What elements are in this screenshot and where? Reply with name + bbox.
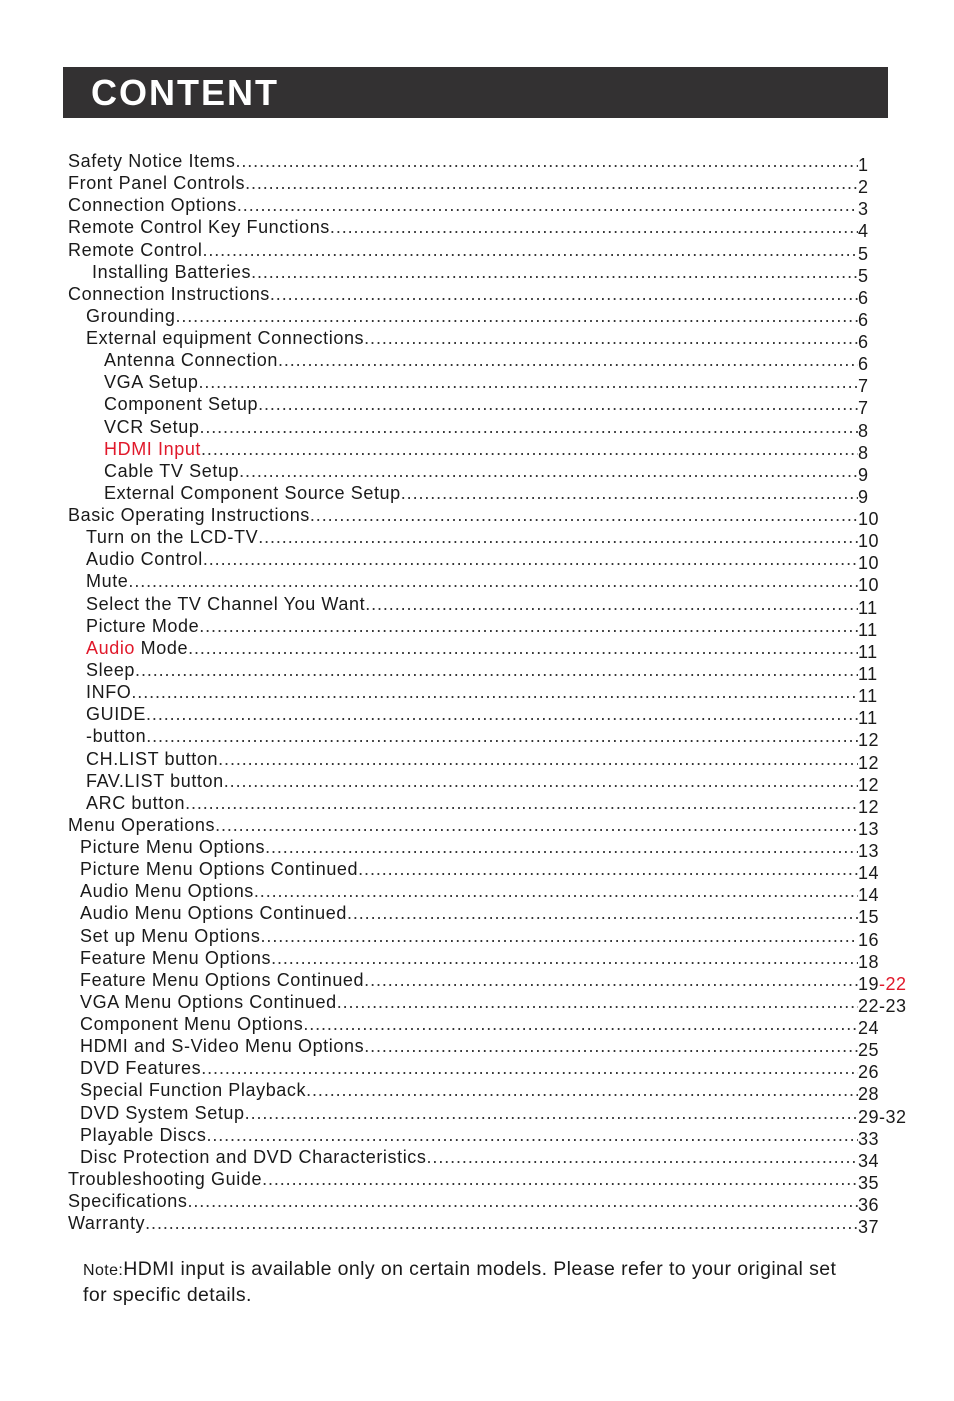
toc-entry-page: 8 xyxy=(858,442,869,463)
toc-entry-label xyxy=(86,305,858,327)
toc-entry-label xyxy=(68,1212,858,1234)
toc-entry-label xyxy=(68,239,858,261)
toc-entry-label xyxy=(86,703,858,725)
toc-entry-title: Troubleshooting Guide xyxy=(68,1168,263,1189)
toc-entry-label xyxy=(86,637,858,659)
toc-entry[interactable] xyxy=(0,438,954,463)
toc-entry[interactable] xyxy=(0,1102,954,1127)
toc-entry-title: Select the TV Channel You Want xyxy=(86,593,366,614)
toc-entry-label xyxy=(104,371,858,393)
toc-leader-dots xyxy=(188,637,858,659)
toc-entry[interactable] xyxy=(0,880,954,906)
toc-entry-title: HDMI Input xyxy=(104,438,202,459)
toc-leader-dots xyxy=(202,239,858,261)
toc-leader-dots xyxy=(401,482,858,504)
toc-entry-title: External Component Source Setup xyxy=(104,482,401,503)
toc-entry-title: Feature Menu Options xyxy=(80,947,272,968)
toc-entry-page: 6 xyxy=(858,309,869,330)
toc-entry-label xyxy=(80,902,858,924)
toc-entry-title: Basic Operating Instructions xyxy=(68,505,310,526)
toc-entry-page: 10 xyxy=(858,531,880,552)
toc-entry-page: 11 xyxy=(858,597,878,618)
toc-entry-title: ARC button xyxy=(86,792,186,813)
toc-entry-page: 6 xyxy=(858,332,869,353)
toc-leader-dots xyxy=(310,504,858,526)
toc-leader-dots xyxy=(427,1146,858,1168)
toc-entry[interactable] xyxy=(0,991,954,1016)
toc-entry[interactable] xyxy=(0,1035,954,1061)
toc-leader-dots xyxy=(235,150,858,172)
toc-leader-dots xyxy=(201,438,858,460)
toc-leader-dots xyxy=(215,814,858,836)
toc-leader-dots xyxy=(265,836,858,858)
toc-entry[interactable] xyxy=(0,659,954,684)
toc-entry-page: 16 xyxy=(858,929,880,950)
toc-entry[interactable] xyxy=(0,947,954,972)
toc-leader-dots xyxy=(271,947,858,969)
toc-entry-title: Audio Control xyxy=(86,549,203,570)
toc-entry-page: 1 xyxy=(858,155,869,175)
toc-entry-title: GUIDE xyxy=(86,704,147,725)
toc-entry-label xyxy=(80,947,858,969)
toc-entry[interactable] xyxy=(0,526,954,552)
toc-entry-page: 19-22 xyxy=(858,973,907,994)
toc-entry-title: Connection Instructions xyxy=(68,283,270,304)
toc-entry[interactable] xyxy=(0,150,954,175)
toc-entry-title: Grounding xyxy=(86,305,176,326)
toc-entry-label xyxy=(92,261,858,283)
toc-entry-page: 11 xyxy=(858,663,878,684)
toc-entry-page: 7 xyxy=(858,398,869,419)
toc-entry-title: Menu Operations xyxy=(68,814,216,835)
toc-leader-dots xyxy=(303,1013,858,1035)
toc-entry-title: INFO xyxy=(86,682,132,703)
toc-entry-title: Installing Batteries xyxy=(92,261,252,282)
toc-entry[interactable] xyxy=(0,593,954,618)
toc-leader-dots xyxy=(364,969,858,991)
toc-entry-page: 11 xyxy=(858,708,878,729)
toc-entry[interactable] xyxy=(0,1190,954,1216)
toc-entry-label xyxy=(68,194,858,216)
toc-entry-title: Connection Options xyxy=(68,195,237,216)
toc-entry-title: Disc Protection and DVD Characteristics xyxy=(80,1146,427,1167)
toc-entry-label xyxy=(86,570,858,592)
toc-entry-title: Remote Control Key Functions xyxy=(68,217,330,238)
toc-entry-title: Safety Notice Items xyxy=(68,151,236,171)
toc-leader-dots xyxy=(245,1102,858,1124)
toc-leader-dots xyxy=(145,1212,858,1234)
toc-entry[interactable] xyxy=(0,925,954,950)
toc-entry-label xyxy=(104,482,858,504)
toc-entry-title: Special Function Playback xyxy=(80,1080,307,1101)
toc-entry-page: 26 xyxy=(858,1062,880,1083)
toc-leader-dots xyxy=(199,416,858,438)
toc-entry[interactable] xyxy=(0,371,954,397)
toc-leader-dots xyxy=(237,194,858,216)
toc-entry[interactable] xyxy=(0,504,954,530)
toc-entry-page: 9 xyxy=(858,464,869,485)
toc-entry-label xyxy=(68,504,858,526)
toc-entry[interactable] xyxy=(0,792,954,817)
toc-entry-label xyxy=(68,1190,858,1212)
toc-entry-page: 5 xyxy=(858,243,869,264)
toc-entry-page: 14 xyxy=(858,863,880,884)
toc-entry[interactable] xyxy=(0,548,954,574)
toc-entry-title: Component Menu Options xyxy=(80,1014,304,1035)
toc-entry[interactable] xyxy=(0,349,954,375)
toc-entry-title: Audio Menu Options Continued xyxy=(80,903,347,924)
toc-entry-label xyxy=(104,393,858,415)
toc-entry-label xyxy=(80,991,858,1013)
toc-entry-label xyxy=(68,1168,858,1190)
toc-leader-dots xyxy=(131,681,858,703)
toc-entry-label xyxy=(104,460,858,482)
toc-entry-title: FAV.LIST button xyxy=(86,770,224,791)
toc-leader-dots xyxy=(135,659,858,681)
toc-leader-dots xyxy=(224,770,858,792)
toc-entry-title: DVD Features xyxy=(80,1058,202,1079)
toc-entry-label xyxy=(86,770,858,792)
toc-entry-title: Mute xyxy=(86,571,129,592)
toc-entry-title: CH.LIST button xyxy=(86,748,219,769)
toc-leader-dots xyxy=(364,1035,858,1057)
footnote xyxy=(83,1257,863,1307)
toc-entry-title: VGA Menu Options Continued xyxy=(80,991,337,1012)
toc-entry-page: 28 xyxy=(858,1084,880,1105)
toc-entry-label xyxy=(68,283,858,305)
toc-entry[interactable] xyxy=(0,570,954,596)
toc-entry-label xyxy=(86,681,858,703)
toc-entry[interactable] xyxy=(0,836,954,862)
toc-leader-dots xyxy=(185,792,858,814)
toc-entry-label xyxy=(80,1035,858,1057)
toc-entry-page: 24 xyxy=(858,1018,880,1039)
toc-entry-title: Antenna Connection xyxy=(104,350,278,371)
toc-entry[interactable] xyxy=(0,725,954,751)
toc-entry-title: Picture Menu Options Continued xyxy=(80,859,359,880)
toc-leader-dots xyxy=(365,593,858,615)
toc-entry[interactable] xyxy=(0,748,954,773)
toc-leader-dots xyxy=(258,393,858,415)
toc-entry-page: 9 xyxy=(858,486,869,507)
toc-entry[interactable] xyxy=(0,770,954,795)
toc-leader-dots xyxy=(201,1057,858,1079)
toc-leader-dots xyxy=(146,703,858,725)
toc-entry-label xyxy=(80,1102,858,1124)
toc-entry-label xyxy=(80,836,858,858)
toc-entry-page: 12 xyxy=(858,774,880,795)
toc-entry[interactable] xyxy=(0,902,954,928)
toc-entry-title: DVD System Setup xyxy=(80,1102,245,1123)
toc-entry-page: 18 xyxy=(858,951,880,972)
toc-entry-label xyxy=(86,526,858,548)
toc-entry[interactable] xyxy=(0,416,954,441)
toc-entry-page: 4 xyxy=(858,221,869,242)
note-prefix: Note: xyxy=(83,1262,124,1279)
toc-entry-label xyxy=(68,172,858,194)
toc-entry[interactable] xyxy=(0,1168,954,1193)
toc-entry[interactable] xyxy=(0,703,954,729)
toc-entry[interactable] xyxy=(0,969,954,994)
toc-entry-title: Cable TV Setup xyxy=(104,460,240,481)
toc-entry[interactable] xyxy=(0,1013,954,1039)
toc-entry-title: Remote Control xyxy=(68,239,203,260)
toc-entry-label xyxy=(86,725,858,747)
toc-entry-title: VCR Setup xyxy=(104,416,200,437)
toc-entry-title: Audio Mode xyxy=(86,637,189,658)
toc-entry-page: 3 xyxy=(858,199,869,220)
toc-entry-page: 34 xyxy=(858,1150,880,1171)
toc-entry-page: 10 xyxy=(858,509,880,530)
toc-entry-page: 15 xyxy=(858,907,880,928)
toc-leader-dots xyxy=(198,371,858,393)
toc-leader-dots xyxy=(258,526,858,548)
toc-entry-title: Front Panel Controls xyxy=(68,173,246,194)
toc-entry-label xyxy=(68,150,858,172)
toc-entry-label xyxy=(86,792,858,814)
toc-entry-title: External equipment Connections xyxy=(86,328,365,349)
toc-entry-page: 12 xyxy=(858,752,880,773)
toc-entry-page: 37 xyxy=(858,1217,880,1238)
toc-entry[interactable] xyxy=(0,283,954,308)
toc-leader-dots xyxy=(306,1079,858,1101)
toc-entry[interactable] xyxy=(0,1079,954,1105)
toc-entry-title: Component Setup xyxy=(104,394,259,415)
toc-leader-dots xyxy=(364,327,858,349)
toc-entry-page: 29-32 xyxy=(858,1106,907,1127)
toc-entry[interactable] xyxy=(0,814,954,839)
toc-entry-title: Playable Discs xyxy=(80,1124,207,1145)
toc-entry-page: 14 xyxy=(858,885,880,906)
toc-entry-label xyxy=(68,216,858,238)
toc-entry-label xyxy=(104,349,858,371)
toc-entry-page: 11 xyxy=(858,686,878,707)
toc-entry-page: 22-23 xyxy=(858,995,907,1016)
toc-leader-dots xyxy=(203,548,858,570)
toc-entry-page: 8 xyxy=(858,420,869,441)
toc-entry-title: Picture Menu Options xyxy=(80,837,266,858)
toc-entry-title: Warranty xyxy=(68,1213,146,1234)
toc-leader-dots xyxy=(218,748,858,770)
toc-entry-label xyxy=(80,969,858,991)
toc-entry-title: Set up Menu Options xyxy=(80,925,261,946)
toc-entry-page: 5 xyxy=(858,265,869,286)
toc-entry[interactable] xyxy=(0,1057,954,1083)
toc-entry-page: 13 xyxy=(858,841,880,862)
toc-leader-dots xyxy=(278,349,858,371)
toc-entry-label xyxy=(68,814,858,836)
toc-entry-label xyxy=(80,1124,858,1146)
toc-entry[interactable] xyxy=(0,393,954,419)
toc-entry-page: 12 xyxy=(858,796,880,817)
toc-entry-label xyxy=(80,880,858,902)
toc-entry-page: 6 xyxy=(858,287,869,308)
toc-entry-title: VGA Setup xyxy=(104,372,199,393)
toc-entry-title: Specifications xyxy=(68,1191,188,1212)
toc-leader-dots xyxy=(128,570,858,592)
toc-entry-page: 25 xyxy=(858,1040,880,1061)
toc-entry-page: 13 xyxy=(858,818,880,839)
toc-entry-title: Feature Menu Options Continued xyxy=(80,969,365,990)
toc-entry-label xyxy=(80,1146,858,1168)
toc-entry[interactable] xyxy=(0,327,954,353)
toc-entry[interactable] xyxy=(0,460,954,485)
toc-entry[interactable] xyxy=(0,1146,954,1171)
toc-entry-page: 10 xyxy=(858,553,880,574)
toc-entry-label xyxy=(104,416,858,438)
header-bar xyxy=(63,67,888,118)
toc-leader-dots xyxy=(262,1168,858,1190)
toc-entry-title: Turn on the LCD-TV xyxy=(86,527,259,548)
toc-entry[interactable] xyxy=(0,239,954,264)
toc-entry-page: 12 xyxy=(858,730,880,751)
toc-entry-label xyxy=(80,1013,858,1035)
toc-entry-page: 11 xyxy=(858,641,878,662)
toc-leader-dots xyxy=(261,925,858,947)
toc-leader-dots xyxy=(347,902,858,924)
toc-entry[interactable] xyxy=(0,216,954,242)
toc-entry-page: 6 xyxy=(858,354,869,375)
toc-entry[interactable] xyxy=(0,681,954,707)
toc-entry-title: Sleep xyxy=(86,659,136,680)
toc-entry[interactable] xyxy=(0,858,954,884)
toc-entry-page: 35 xyxy=(858,1172,880,1193)
toc-leader-dots xyxy=(175,305,858,327)
toc-entry-label xyxy=(104,438,858,460)
toc-entry-page: 36 xyxy=(858,1195,880,1216)
toc-entry-title: -button xyxy=(86,726,147,747)
toc-entry-label xyxy=(86,327,858,349)
toc-highlight-word: Audio xyxy=(86,637,136,658)
toc-entry[interactable] xyxy=(0,194,954,220)
toc-leader-dots xyxy=(146,725,858,747)
toc-entry[interactable] xyxy=(0,172,954,198)
page-title: CONTENT xyxy=(91,72,279,113)
toc-leader-dots xyxy=(270,283,858,305)
toc-entry-label xyxy=(86,615,858,637)
toc-entry-page: 33 xyxy=(858,1128,880,1149)
toc-leader-dots xyxy=(251,261,858,283)
toc-entry-label xyxy=(80,858,858,880)
toc-entry-label xyxy=(86,748,858,770)
toc-entry[interactable] xyxy=(0,1212,954,1238)
toc-entry[interactable] xyxy=(0,305,954,330)
toc-entry-label xyxy=(80,925,858,947)
toc-entry-title: HDMI and S-Video Menu Options xyxy=(80,1036,365,1057)
toc-leader-dots xyxy=(330,216,858,238)
toc-entry-label xyxy=(86,659,858,681)
toc-entry-page: 2 xyxy=(858,177,869,198)
toc-entry[interactable] xyxy=(0,615,954,640)
toc-entry[interactable] xyxy=(0,637,954,662)
toc-entry[interactable] xyxy=(0,261,954,286)
toc-leader-dots xyxy=(337,991,858,1013)
toc-leader-dots xyxy=(239,460,858,482)
toc-leader-dots xyxy=(254,880,858,902)
toc-entry-page: 7 xyxy=(858,376,869,397)
toc-page-highlight: -22 xyxy=(879,973,907,994)
toc-entry-label xyxy=(80,1079,858,1101)
toc-entry[interactable] xyxy=(0,1124,954,1149)
toc-entry[interactable] xyxy=(0,482,954,507)
toc-entry-page: 11 xyxy=(858,619,878,640)
toc-entry-label xyxy=(80,1057,858,1079)
toc-leader-dots xyxy=(199,615,858,637)
toc-entry-label xyxy=(86,548,858,570)
note-text: HDMI input is available only on certain models. Please refer to your original set for specific details. xyxy=(83,1258,837,1306)
toc-leader-dots xyxy=(245,172,858,194)
toc-entry-label xyxy=(86,593,858,615)
toc-leader-dots xyxy=(206,1124,858,1146)
toc-entry-title: Audio Menu Options xyxy=(80,881,254,902)
toc-entry-title: Picture Mode xyxy=(86,615,200,636)
toc-leader-dots xyxy=(358,858,858,880)
toc-entry-page: 10 xyxy=(858,575,880,596)
toc-leader-dots xyxy=(187,1190,858,1212)
